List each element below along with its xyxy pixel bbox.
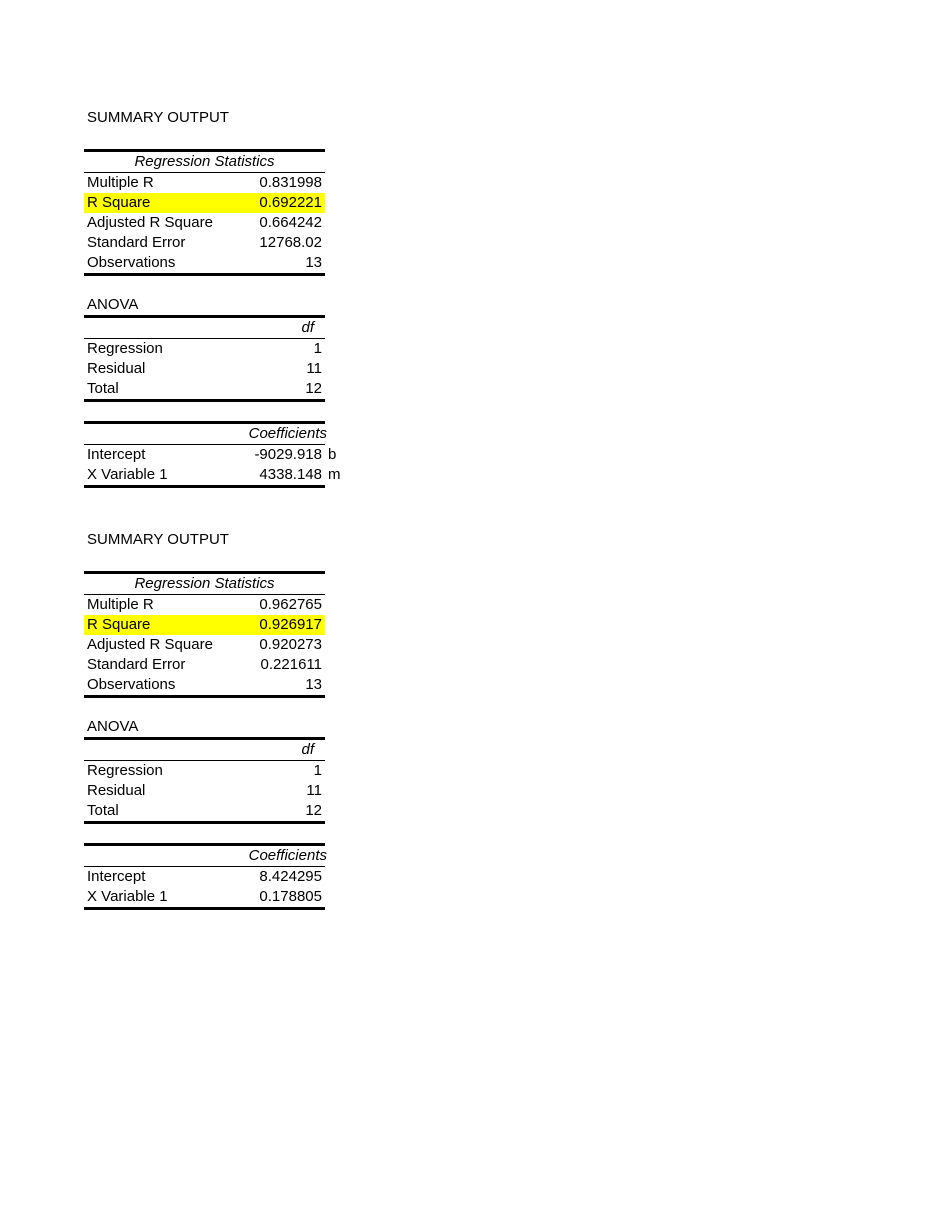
anova-row-residual <box>84 781 325 801</box>
cell-label: Observations <box>87 676 176 693</box>
cell-value: 8.424295 <box>259 868 322 885</box>
anova-label: ANOVA <box>87 296 139 313</box>
cell-label: Adjusted R Square <box>87 636 213 653</box>
cell-value: 12 <box>305 380 322 397</box>
cell-value: 12768.02 <box>259 234 322 251</box>
anova-table <box>84 315 325 402</box>
summary-output-block-1 <box>84 108 354 488</box>
cell-value: 0.926917 <box>259 616 322 633</box>
coefficients-table <box>84 843 325 910</box>
cell-header: Coefficients <box>248 847 327 864</box>
cell-value: 1 <box>313 762 322 779</box>
anova-label: ANOVA <box>87 718 139 735</box>
cell-value: 11 <box>306 360 322 377</box>
cell-label: R Square <box>87 194 151 211</box>
regression-statistics-table <box>84 149 325 276</box>
cell-label: Multiple R <box>87 174 154 191</box>
cell-value: 0.664242 <box>259 214 322 231</box>
anova-row-total <box>84 801 325 821</box>
summary-output-block-2 <box>84 530 354 910</box>
cell-value: 13 <box>305 254 322 271</box>
cell-value: 0.692221 <box>259 194 322 211</box>
cell-header: df <box>301 741 314 758</box>
cell-value: 12 <box>305 802 322 819</box>
coef-row-x-variable-1 <box>84 465 341 485</box>
regression-statistics-header <box>84 574 325 595</box>
anova-header <box>84 318 325 339</box>
stat-row-standard-error <box>84 655 325 675</box>
cell-value: 13 <box>305 676 322 693</box>
regression-statistics-header <box>84 152 325 173</box>
cell-value: 0.962765 <box>259 596 322 613</box>
cell-value: 0.221611 <box>260 656 322 673</box>
cell-value: 11 <box>306 782 322 799</box>
cell-value: 0.178805 <box>259 888 322 905</box>
cell-label: Standard Error <box>87 656 186 673</box>
cell-value: -9029.918 <box>254 446 322 463</box>
coef-note-m: m <box>328 466 341 483</box>
cell-label: Multiple R <box>87 596 154 613</box>
cell-value: 4338.148 <box>259 466 322 483</box>
cell-label: Total <box>87 380 119 397</box>
cell-value: 0.920273 <box>259 636 322 653</box>
cell-label: Residual <box>87 782 146 799</box>
cell-label: Residual <box>87 360 146 377</box>
cell-header: Coefficients <box>248 425 327 442</box>
anova-row-total <box>84 379 325 399</box>
stat-row-r-square <box>84 193 325 213</box>
cell-label: Standard Error <box>87 234 186 251</box>
cell-header: Regression Statistics <box>134 153 275 170</box>
cell-value: 1 <box>313 340 322 357</box>
anova-header <box>84 740 325 761</box>
coef-row-intercept <box>84 445 337 465</box>
cell-header: df <box>301 319 314 336</box>
anova-row-regression <box>84 761 325 781</box>
coef-row-x-variable-1 <box>84 887 325 907</box>
cell-label: Total <box>87 802 119 819</box>
stat-row-r-square <box>84 615 325 635</box>
cell-label: Regression <box>87 762 163 779</box>
coefficients-table <box>84 421 341 488</box>
regression-statistics-table <box>84 571 325 698</box>
stat-row-observations <box>84 675 325 695</box>
coef-note-b: b <box>328 446 337 463</box>
stat-row-standard-error <box>84 233 325 253</box>
cell-label: Adjusted R Square <box>87 214 213 231</box>
cell-label: X Variable 1 <box>87 466 168 483</box>
cell-label: R Square <box>87 616 151 633</box>
coefficients-header <box>84 424 325 445</box>
anova-row-residual <box>84 359 325 379</box>
stat-row-multiple-r <box>84 595 325 615</box>
cell-label: Observations <box>87 254 176 271</box>
anova-table <box>84 737 325 824</box>
cell-label: Intercept <box>87 446 146 463</box>
cell-value: 0.831998 <box>259 174 322 191</box>
anova-row-regression <box>84 339 325 359</box>
summary-title: SUMMARY OUTPUT <box>87 531 229 548</box>
cell-label: X Variable 1 <box>87 888 168 905</box>
stat-row-adjusted-r-square <box>84 635 325 655</box>
cell-label: Intercept <box>87 868 146 885</box>
cell-label: Regression <box>87 340 163 357</box>
summary-title: SUMMARY OUTPUT <box>87 109 229 126</box>
stat-row-observations <box>84 253 325 273</box>
cell-header: Regression Statistics <box>134 575 275 592</box>
coefficients-header <box>84 846 325 867</box>
coef-row-intercept <box>84 867 325 887</box>
stat-row-multiple-r <box>84 173 325 193</box>
stat-row-adjusted-r-square <box>84 213 325 233</box>
